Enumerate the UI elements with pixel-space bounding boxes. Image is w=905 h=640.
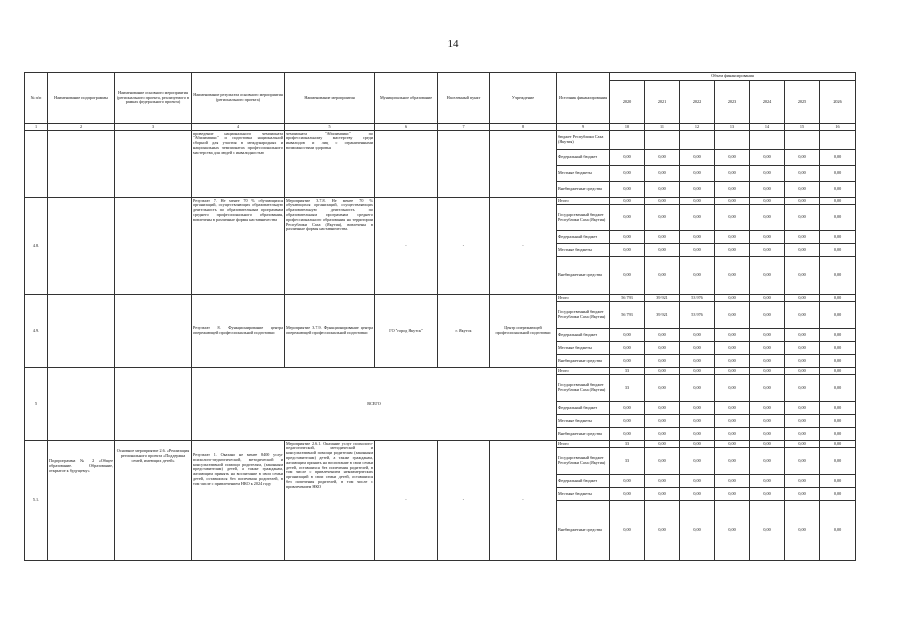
cell-program bbox=[48, 131, 115, 198]
cell-value: 0,00 bbox=[820, 415, 856, 428]
header-event: Наименование мероприятия bbox=[285, 73, 375, 124]
header-source: Источник финансирования bbox=[557, 73, 610, 124]
cell-value: 0,00 bbox=[645, 257, 680, 295]
cell-municipality: - bbox=[375, 441, 438, 561]
cell-num: 4.8. bbox=[25, 198, 48, 295]
cell-value: 0,00 bbox=[820, 441, 856, 448]
cell-value: 0,00 bbox=[715, 150, 750, 166]
cell-value: 0,00 bbox=[785, 198, 820, 205]
cell-value: 0,00 bbox=[820, 342, 856, 355]
cell-value: 0,00 bbox=[680, 475, 715, 488]
cell-value: 0,00 bbox=[610, 475, 645, 488]
column-number: 14 bbox=[750, 124, 785, 131]
cell-value bbox=[750, 131, 785, 150]
cell-value: 33 bbox=[610, 448, 645, 475]
cell-value: 0,00 bbox=[820, 448, 856, 475]
cell-value bbox=[645, 131, 680, 150]
cell-event: чемпионата "Абилимпикс" по профессиональному мастерству среди инвалидов и лиц с ограниченными возможностями здоровья bbox=[285, 131, 375, 198]
cell-value: 0,00 bbox=[820, 368, 856, 375]
column-number: 3 bbox=[115, 124, 192, 131]
cell-value: 0,00 bbox=[645, 355, 680, 368]
cell-value: 0,00 bbox=[715, 375, 750, 402]
column-number: 11 bbox=[645, 124, 680, 131]
funding-table bbox=[24, 72, 856, 561]
total-label: ВСЕГО bbox=[192, 368, 557, 441]
cell-settlement bbox=[438, 131, 490, 198]
cell-value: 0,00 bbox=[785, 295, 820, 302]
cell-value bbox=[610, 131, 645, 150]
cell-value: 0,00 bbox=[680, 488, 715, 501]
cell-source: Итого bbox=[557, 295, 610, 302]
header-num: № п/п bbox=[25, 73, 48, 124]
cell-value: 0,00 bbox=[715, 415, 750, 428]
cell-value: 0,00 bbox=[610, 501, 645, 561]
cell-value: 0,00 bbox=[610, 329, 645, 342]
column-number: 15 bbox=[785, 124, 820, 131]
cell-value: 0,00 bbox=[820, 428, 856, 441]
cell-value: 0,00 bbox=[715, 342, 750, 355]
cell-value: 0,00 bbox=[785, 329, 820, 342]
cell-municipality: ГО "город Якутск" bbox=[375, 295, 438, 368]
cell-value: 0,00 bbox=[785, 302, 820, 329]
cell-value: 0,00 bbox=[645, 415, 680, 428]
cell-value: 0,00 bbox=[680, 355, 715, 368]
cell-value: 0,00 bbox=[785, 415, 820, 428]
column-number: 8 bbox=[490, 124, 557, 131]
cell-value: 0,00 bbox=[820, 182, 856, 198]
cell-value: 0,00 bbox=[680, 182, 715, 198]
cell-value: 0,00 bbox=[785, 166, 820, 182]
cell-value: 0,00 bbox=[820, 475, 856, 488]
cell-value: 0,00 bbox=[645, 150, 680, 166]
cell-value: 0,00 bbox=[645, 428, 680, 441]
cell-value bbox=[820, 131, 856, 150]
cell-value: 0,00 bbox=[610, 342, 645, 355]
cell-value: 0,00 bbox=[750, 244, 785, 257]
cell-value: 0,00 bbox=[610, 150, 645, 166]
cell-value bbox=[715, 131, 750, 150]
cell-value: 0,00 bbox=[645, 368, 680, 375]
cell-value: 0,00 bbox=[785, 244, 820, 257]
cell-value: 0,00 bbox=[645, 488, 680, 501]
cell-value: 0,00 bbox=[820, 402, 856, 415]
cell-value: 0,00 bbox=[820, 302, 856, 329]
cell-value: 0,00 bbox=[680, 150, 715, 166]
header-year: 2026 bbox=[820, 81, 856, 124]
cell-value: 0,00 bbox=[820, 150, 856, 166]
cell-value: 0,00 bbox=[610, 166, 645, 182]
cell-main-event bbox=[115, 368, 192, 441]
header-year: 2025 bbox=[785, 81, 820, 124]
cell-source: Итого bbox=[557, 441, 610, 448]
cell-value: 0,00 bbox=[645, 244, 680, 257]
cell-value: 0,00 bbox=[820, 166, 856, 182]
cell-value: 0,00 bbox=[610, 415, 645, 428]
cell-value: 0,00 bbox=[645, 375, 680, 402]
cell-value: 0,00 bbox=[820, 355, 856, 368]
cell-value: 0,00 bbox=[645, 166, 680, 182]
column-number: 7 bbox=[438, 124, 490, 131]
cell-value: 0,00 bbox=[645, 448, 680, 475]
cell-value: 0,00 bbox=[680, 448, 715, 475]
cell-value: 0,00 bbox=[715, 244, 750, 257]
cell-value: 0,00 bbox=[680, 257, 715, 295]
cell-value: 0,00 bbox=[680, 415, 715, 428]
cell-value: 0,00 bbox=[715, 488, 750, 501]
cell-value: 0,00 bbox=[750, 402, 785, 415]
cell-value: 0,00 bbox=[820, 244, 856, 257]
cell-value bbox=[785, 131, 820, 150]
cell-municipality: - bbox=[375, 198, 438, 295]
cell-value: 0,00 bbox=[715, 448, 750, 475]
column-number: 2 bbox=[48, 124, 115, 131]
cell-event: Мероприятие 2.6.1. Оказание услуг психолого-педагогической, методической и консультативной помощи родителям (законным представителям) детей, а также гражданам, желающим принять на воспитание в свои семьи детей, оставшихся без попечения родителей, в том числе с привлечением некоммерческих организаций в свои семьи детей, оставшихся без попечения родителей, в том числе с привлечением НКО bbox=[285, 441, 375, 561]
header-year: 2021 bbox=[645, 81, 680, 124]
cell-result: Результат 8. Функционирование центра опережающей профессиональной подготовки bbox=[192, 295, 285, 368]
cell-source: Внебюджетные средства bbox=[557, 182, 610, 198]
cell-value: 0,00 bbox=[820, 205, 856, 231]
cell-value: 0,00 bbox=[820, 257, 856, 295]
cell-value: 0,00 bbox=[680, 329, 715, 342]
header-year: 2020 bbox=[610, 81, 645, 124]
cell-value: 0,00 bbox=[680, 441, 715, 448]
cell-value: 0,00 bbox=[750, 329, 785, 342]
cell-settlement: г. Якутск bbox=[438, 295, 490, 368]
cell-value: 0,00 bbox=[715, 166, 750, 182]
cell-source: Местные бюджеты bbox=[557, 342, 610, 355]
header-result: Наименование результата основного мероприятия (регионального проекта) bbox=[192, 73, 285, 124]
cell-value: 0,00 bbox=[680, 244, 715, 257]
cell-value: 0,00 bbox=[750, 368, 785, 375]
page-number: 14 bbox=[447, 38, 459, 50]
cell-value: 0,00 bbox=[750, 428, 785, 441]
cell-value: 0,00 bbox=[785, 441, 820, 448]
cell-value: 0,00 bbox=[680, 368, 715, 375]
cell-main-event bbox=[115, 295, 192, 368]
cell-value: 0,00 bbox=[715, 182, 750, 198]
cell-value: 0,00 bbox=[680, 198, 715, 205]
cell-result: проведение национального чемпионата "Абилимпикс" и подготовка национальной сборной для участия в международных и национальных чемпионатах профессионального мастерства для людей с инвалидностью bbox=[192, 131, 285, 198]
cell-value: 0,00 bbox=[785, 448, 820, 475]
header-main-event: Наименование основного мероприятия (регионального проекта, реализуемого в рамках федерального проекта) bbox=[115, 73, 192, 124]
column-number-row bbox=[25, 124, 856, 131]
cell-value: 0,00 bbox=[750, 182, 785, 198]
cell-source: Внебюджетные средства bbox=[557, 428, 610, 441]
cell-value: 0,00 bbox=[785, 368, 820, 375]
cell-value: 0,00 bbox=[820, 488, 856, 501]
cell-value: 0,00 bbox=[785, 342, 820, 355]
cell-value: 0,00 bbox=[715, 368, 750, 375]
cell-main-event bbox=[115, 198, 192, 295]
cell-value: 0,00 bbox=[820, 295, 856, 302]
cell-num: 4.9. bbox=[25, 295, 48, 368]
cell-value: 0,00 bbox=[715, 355, 750, 368]
cell-value: 0,00 bbox=[820, 329, 856, 342]
table-row bbox=[25, 368, 856, 375]
cell-municipality bbox=[375, 131, 438, 198]
cell-value: 0,00 bbox=[610, 488, 645, 501]
cell-source: Федеральный бюджет bbox=[557, 150, 610, 166]
cell-institution: Центр опережающей профессиональной подготовки bbox=[490, 295, 557, 368]
cell-value: 0,00 bbox=[785, 428, 820, 441]
cell-program bbox=[48, 295, 115, 368]
cell-value: 0,00 bbox=[750, 355, 785, 368]
column-number: 10 bbox=[610, 124, 645, 131]
header-institution: Учреждение bbox=[490, 73, 557, 124]
cell-value: 0,00 bbox=[750, 295, 785, 302]
cell-value: 0,00 bbox=[715, 501, 750, 561]
cell-value: 0,00 bbox=[785, 355, 820, 368]
cell-value: 0,00 bbox=[715, 198, 750, 205]
header-year: 2023 bbox=[715, 81, 750, 124]
cell-source: Федеральный бюджет bbox=[557, 231, 610, 244]
cell-value: 0,00 bbox=[645, 501, 680, 561]
cell-event: Мероприятие 3.7.8. Не менее 70 % обучающихся организаций, осуществляющих образовательную деятельность по образовательным программам среднего профессионального образования на территории Республики Саха (Якутия), вовлечены в различные формы наставничества. bbox=[285, 198, 375, 295]
cell-value: 0,00 bbox=[610, 205, 645, 231]
column-number: 1 bbox=[25, 124, 48, 131]
cell-institution: - bbox=[490, 198, 557, 295]
cell-value: 0,00 bbox=[750, 475, 785, 488]
cell-value: 0,00 bbox=[785, 475, 820, 488]
cell-value: 0,00 bbox=[820, 198, 856, 205]
cell-value: 0,00 bbox=[715, 402, 750, 415]
cell-source: Государственный бюджет Республики Саха (Якутия) bbox=[557, 375, 610, 402]
cell-value: 0,00 bbox=[785, 402, 820, 415]
cell-value: 0,00 bbox=[680, 428, 715, 441]
cell-value: 0,00 bbox=[715, 295, 750, 302]
cell-value: 0,00 bbox=[785, 501, 820, 561]
cell-source: Местные бюджеты bbox=[557, 166, 610, 182]
column-number: 9 bbox=[557, 124, 610, 131]
cell-value: 33 bbox=[610, 441, 645, 448]
table-row bbox=[25, 131, 856, 150]
cell-value: 0,00 bbox=[610, 428, 645, 441]
cell-source: Итого bbox=[557, 368, 610, 375]
cell-value: 0,00 bbox=[645, 342, 680, 355]
cell-value: 0,00 bbox=[750, 231, 785, 244]
cell-value: 0,00 bbox=[750, 448, 785, 475]
cell-value: 0,00 bbox=[785, 182, 820, 198]
cell-value: 0,00 bbox=[680, 501, 715, 561]
cell-value: 0,00 bbox=[610, 244, 645, 257]
cell-value bbox=[680, 131, 715, 150]
cell-value: 0,00 bbox=[750, 257, 785, 295]
cell-value: 0,00 bbox=[680, 231, 715, 244]
cell-main-event bbox=[115, 131, 192, 198]
cell-value: 0,00 bbox=[680, 402, 715, 415]
cell-value: 0,00 bbox=[645, 205, 680, 231]
header-year: 2024 bbox=[750, 81, 785, 124]
cell-source: бюджет Республики Саха (Якутия) bbox=[557, 131, 610, 150]
cell-value: 39 921 bbox=[645, 302, 680, 329]
cell-value: 0,00 bbox=[750, 150, 785, 166]
cell-value: 0,00 bbox=[785, 257, 820, 295]
cell-value: 0,00 bbox=[645, 441, 680, 448]
cell-value: 0,00 bbox=[645, 402, 680, 415]
cell-source: Федеральный бюджет bbox=[557, 329, 610, 342]
cell-value: 0,00 bbox=[715, 231, 750, 244]
cell-value: 0,00 bbox=[750, 415, 785, 428]
cell-value: 0,00 bbox=[680, 205, 715, 231]
cell-value: 0,00 bbox=[610, 198, 645, 205]
cell-program: Подпрограмма № 2 «Общее образование. Образование, открытое к будущему» bbox=[48, 441, 115, 561]
cell-value: 56 793 bbox=[610, 302, 645, 329]
column-number: 6 bbox=[375, 124, 438, 131]
table-row bbox=[25, 198, 856, 205]
table-row bbox=[25, 295, 856, 302]
cell-value: 0,00 bbox=[750, 375, 785, 402]
header-program: Наименование подпрограммы bbox=[48, 73, 115, 124]
cell-value: 0,00 bbox=[715, 302, 750, 329]
cell-num: 5.1. bbox=[25, 441, 48, 561]
cell-value: 0,00 bbox=[680, 166, 715, 182]
cell-value: 0,00 bbox=[645, 329, 680, 342]
cell-value: 33 bbox=[610, 375, 645, 402]
cell-institution bbox=[490, 131, 557, 198]
cell-value: 0,00 bbox=[820, 501, 856, 561]
cell-source: Местные бюджеты bbox=[557, 244, 610, 257]
cell-value: 39 921 bbox=[645, 295, 680, 302]
cell-value: 0,00 bbox=[715, 329, 750, 342]
cell-value: 0,00 bbox=[750, 166, 785, 182]
header-settlement: Населенный пункт bbox=[438, 73, 490, 124]
cell-source: Государственный бюджет Республики Саха (Якутия) bbox=[557, 205, 610, 231]
column-number: 5 bbox=[285, 124, 375, 131]
table-row bbox=[25, 441, 856, 448]
cell-value: 0,00 bbox=[715, 205, 750, 231]
column-number: 13 bbox=[715, 124, 750, 131]
cell-value: 0,00 bbox=[785, 231, 820, 244]
cell-value: 0,00 bbox=[750, 501, 785, 561]
cell-value: 0,00 bbox=[610, 231, 645, 244]
cell-value: 0,00 bbox=[715, 428, 750, 441]
cell-source: Государственный бюджет Республики Саха (Якутия) bbox=[557, 302, 610, 329]
cell-settlement: - bbox=[438, 198, 490, 295]
cell-program bbox=[48, 368, 115, 441]
column-number: 16 bbox=[820, 124, 856, 131]
cell-value: 0,00 bbox=[750, 488, 785, 501]
cell-value: 0,00 bbox=[610, 402, 645, 415]
cell-source: Внебюджетные средства bbox=[557, 501, 610, 561]
header-year: 2022 bbox=[680, 81, 715, 124]
cell-value: 0,00 bbox=[610, 355, 645, 368]
column-number: 4 bbox=[192, 124, 285, 131]
cell-value: 0,00 bbox=[645, 231, 680, 244]
header-funding: Объем финансирования bbox=[610, 73, 856, 81]
cell-value: 0,00 bbox=[715, 475, 750, 488]
cell-source: Государственный бюджет Республики Саха (Якутия) bbox=[557, 448, 610, 475]
cell-value: 0,00 bbox=[750, 302, 785, 329]
cell-num bbox=[25, 131, 48, 198]
cell-source: Федеральный бюджет bbox=[557, 475, 610, 488]
cell-source: Местные бюджеты bbox=[557, 415, 610, 428]
cell-source: Внебюджетные средства bbox=[557, 355, 610, 368]
cell-value: 0,00 bbox=[645, 182, 680, 198]
cell-value: 53 976 bbox=[680, 302, 715, 329]
cell-program bbox=[48, 198, 115, 295]
cell-value: 0,00 bbox=[820, 231, 856, 244]
cell-value: 33 bbox=[610, 368, 645, 375]
cell-value: 0,00 bbox=[610, 182, 645, 198]
cell-value: 0,00 bbox=[680, 375, 715, 402]
cell-value: 0,00 bbox=[680, 342, 715, 355]
cell-result: Результат 1. Оказано не менее 8400 услуг психолого-педагогической, методической и консультативной помощи родителям, (законным представителям) детей, а также гражданам, желающим принять на воспитание в свои семьи детей, оставшихся без попечения родителей, в том числе с привлечением НКО к 2024 году bbox=[192, 441, 285, 561]
cell-event: Мероприятие 3.7.9. Функционирование центра опережающей профессиональной подготовки bbox=[285, 295, 375, 368]
cell-value: 0,00 bbox=[750, 441, 785, 448]
cell-source: Местные бюджеты bbox=[557, 488, 610, 501]
cell-value: 0,00 bbox=[645, 198, 680, 205]
cell-value: 0,00 bbox=[750, 205, 785, 231]
cell-value: 0,00 bbox=[785, 488, 820, 501]
cell-main-event: Основное мероприятие 2.6. «Реализация регионального проекта «Поддержка семей, имеющих детей» bbox=[115, 441, 192, 561]
cell-value: 0,00 bbox=[820, 375, 856, 402]
column-number: 12 bbox=[680, 124, 715, 131]
cell-source: Внебюджетные средства bbox=[557, 257, 610, 295]
cell-value: 0,00 bbox=[785, 150, 820, 166]
cell-value: 0,00 bbox=[785, 375, 820, 402]
cell-institution: - bbox=[490, 441, 557, 561]
cell-value: 53 976 bbox=[680, 295, 715, 302]
cell-value: 56 793 bbox=[610, 295, 645, 302]
cell-value: 0,00 bbox=[610, 257, 645, 295]
cell-value: 0,00 bbox=[785, 205, 820, 231]
cell-value: 0,00 bbox=[715, 257, 750, 295]
cell-value: 0,00 bbox=[715, 441, 750, 448]
cell-value: 0,00 bbox=[750, 342, 785, 355]
cell-settlement: - bbox=[438, 441, 490, 561]
cell-source: Федеральный бюджет bbox=[557, 402, 610, 415]
cell-result: Результат 7. Не менее 70 % обучающихся организаций, осуществляющих образовательную деятельность по образовательным программам среднего профессионального образования, вовлечены в различные формы наставничества bbox=[192, 198, 285, 295]
cell-value: 0,00 bbox=[645, 475, 680, 488]
header-municipality: Муниципальное образование bbox=[375, 73, 438, 124]
cell-num: 5 bbox=[25, 368, 48, 441]
cell-value: 0,00 bbox=[750, 198, 785, 205]
cell-source: Итого bbox=[557, 198, 610, 205]
